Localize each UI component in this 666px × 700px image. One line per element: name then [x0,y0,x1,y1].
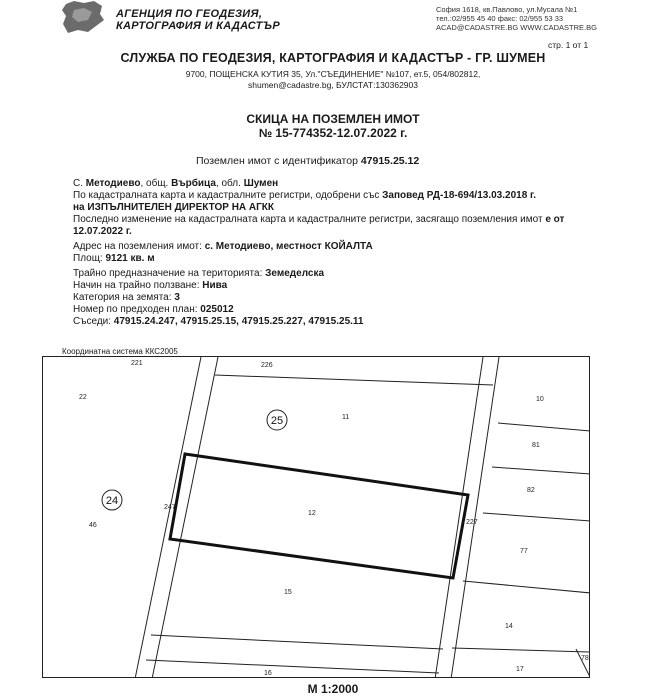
plot-16-label: 16 [264,670,272,677]
usage-line [73,280,227,292]
road-227-left-edge [435,357,483,678]
map-scale: М 1:2000 [307,682,359,696]
approval-label: По кадастралната карта и кадастралните регистри, одобрени със [73,190,383,201]
previous-plan-line [73,304,234,316]
usage-value: Нива [202,280,228,291]
last-change-date: 12.07.2022 г. [73,226,132,237]
municipality-label: , общ. [140,178,172,189]
document-title: СКИЦА НА ПОЗЕМЛЕН ИМОТ [246,112,420,126]
previous-plan-label: Номер по предходен план: [73,304,201,315]
neighbors-label: Съседи: [73,316,114,327]
last-change-suffix: е от [545,214,565,225]
area-line [73,253,155,265]
cadastral-map [42,356,590,678]
category-line [73,292,180,304]
agency-phone-fax: тел.:02/955 45 40 факс: 02/955 53 33 [436,14,564,23]
service-address-line1: 9700, ПОЩЕНСКА КУТИЯ 35, Ул."СЪЕДИНЕНИЕ" №107, ет.5, 054/802812, [185,69,481,79]
agency-name-line2: КАРТОГРАФИЯ И КАДАСТЪР [116,20,280,32]
plot-22-label: 22 [79,394,87,401]
map-drawing [43,357,590,678]
boundary-81-82 [492,467,590,474]
approval-line [73,190,536,202]
coordinate-system-label: Координатна система ККС2005 [62,347,178,356]
plot-14-label: 14 [505,623,513,630]
agency-email-web: ACAD@CADASTRE.BG WWW.CADASTRE.BG [436,23,597,32]
plot-82-label: 82 [527,487,535,494]
address-label: Адрес на поземления имот: [73,241,205,252]
purpose-value: Земеделска [265,268,325,279]
approval-by: на ИЗПЪЛНИТЕЛЕН ДИРЕКТОР НА АГКК [73,202,275,213]
boundary-14-17 [452,648,590,652]
area-label: Площ: [73,253,106,264]
quarter-24-label: 24 [105,495,119,507]
region: Шумен [243,178,279,189]
plot-221-label: 221 [131,360,143,367]
boundary-10-81 [498,423,590,431]
plot-11-label: 11 [342,414,350,421]
address-value: с. Методиево, местност КОЙАЛТА [204,241,373,252]
boundary-11-upper [215,375,493,385]
purpose-label: Трайно предназначение на територията: [73,268,266,279]
plot-226-label: 226 [261,362,273,369]
identifier-value: 47915.25.12 [360,155,420,167]
page-number: стр. 1 от 1 [548,40,589,50]
service-address-line2: shumen@cadastre.bg, БУЛСТАТ:130362903 [248,80,418,90]
municipality: Върбица [171,178,216,189]
plot-78-label: 78 [581,655,589,662]
plot-247-label: 247 [164,504,176,511]
village: Методиево [85,178,141,189]
subject-plot-12 [170,454,468,578]
boundary-82-77 [483,513,590,521]
road-247-left-edge [135,357,201,678]
plot-81-label: 81 [532,442,540,449]
location-line [73,178,278,190]
neighbors-value: 47915.24.247, 47915.25.15, 47915.25.227, 47915.25.11 [113,316,364,327]
address-line [73,241,373,253]
purpose-line [73,268,324,280]
plot-77-label: 77 [520,548,528,555]
last-change-date-line [73,226,132,238]
boundary-16-bottom [146,660,439,673]
previous-plan-value: 025012 [200,304,234,315]
boundary-17-78 [576,649,590,678]
plot-46-label: 46 [89,522,97,529]
plot-15-label: 15 [284,589,292,596]
agency-address: София 1618, кв.Павлово, ул.Мусала №1 [436,5,578,14]
category-value: 3 [174,292,180,303]
identifier-line [196,155,419,167]
road-227-right-edge [451,357,499,678]
agency-name-line1: АГЕНЦИЯ ПО ГЕОДЕЗИЯ, [116,8,263,20]
agency-logo [60,0,106,34]
service-title: СЛУЖБА ПО ГЕОДЕЗИЯ, КАРТОГРАФИЯ И КАДАСТЪР - ГР. ШУМЕН [120,51,546,65]
road-247-right-edge [152,357,218,678]
plot-17-label: 17 [516,666,524,673]
area-value: 9121 кв. м [105,253,155,264]
category-label: Категория на земята: [73,292,175,303]
neighbors-line [73,316,363,328]
boundary-15-lower [151,635,443,649]
plot-10-label: 10 [536,396,544,403]
plot-227-label: 227 [466,519,478,526]
last-change-label: Последно изменение на кадастралната карта и кадастралните регистри, засягащо поземления имот [73,214,546,225]
region-label: , обл. [215,178,244,189]
usage-label: Начин на трайно ползване: [73,280,203,291]
location-prefix: С. [73,178,86,189]
quarter-25-label: 25 [270,415,284,427]
identifier-label: Поземлен имот с идентификатор [196,155,361,167]
plot-12-label: 12 [308,510,316,517]
boundary-77-14 [463,581,590,593]
last-change-line [73,214,564,226]
approval-by-line [73,202,274,214]
document-number: № 15-774352-12.07.2022 г. [258,126,408,140]
approval-order: Заповед РД-18-694/13.03.2018 г. [382,190,536,201]
